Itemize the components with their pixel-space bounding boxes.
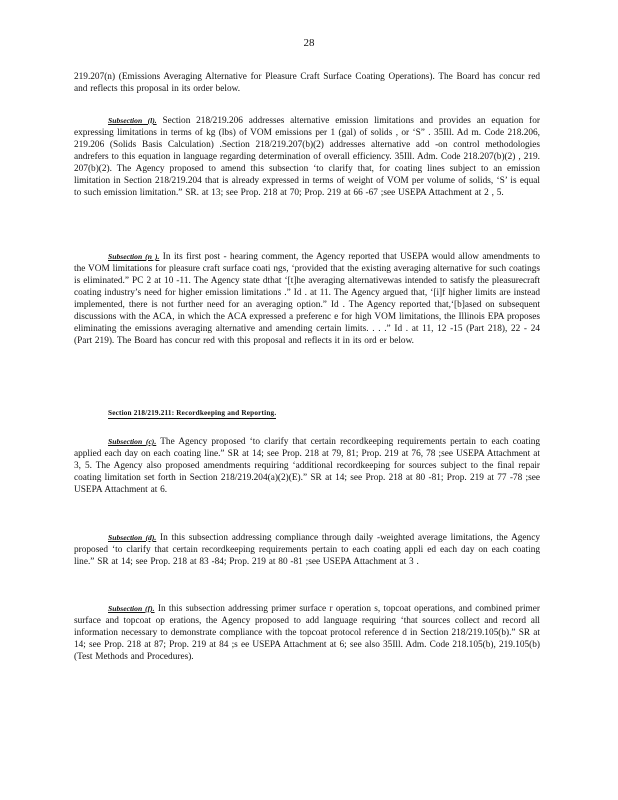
section-heading: Section 218/219.211: Recordkeeping and Reporting. bbox=[108, 409, 277, 417]
subsection-heading: Subsection (f). bbox=[108, 604, 155, 613]
paragraph-text: In its first post - hearing comment, the Agency reported that USEPA would allow amendments to the VOM limitations for pleasure craft surface coati ngs, ‘provided that the existing averaging alternative for such coatings is eliminated.” PC 2 at 10 -11. The Agency state dthat ‘[t]he averaging alternativewas intended to satisfy the pleasurecraft coating industry’s need for higher emission limitations .” Id . at 11. The Agency argued that, ‘[i]f higher limits are instead implemented, there is not further need for an averaging option.” Id . The Agency reported that,‘[b]ased on subsequent discussions with the ACA, in which the ACA expressed a preferenc e for high VOM limitations, the Illinois EPA proposes eliminating the emissions averaging alternative and amending certain limits. . . .” Id . at 11, 12 -15 (Part 218), 22 - 24 (Part 219). The Board has concur red with this proposal and reflects it in its ord er below. bbox=[74, 252, 541, 347]
subsection-heading: Subsection (n ). bbox=[108, 252, 160, 261]
subsection-heading: Subsection (c). bbox=[108, 437, 157, 446]
paragraph-intro bbox=[74, 71, 540, 95]
paragraph-subsection-l bbox=[74, 115, 540, 199]
subsection-heading: Subsection (l). bbox=[108, 116, 157, 125]
subsection-heading: Subsection (d). bbox=[108, 533, 157, 542]
paragraph-subsection-c bbox=[74, 436, 540, 496]
paragraph-text: 219.207(n) (Emissions Averaging Alternative for Pleasure Craft Surface Coating Operations). The Board has concur red and reflects this proposal in its order below. bbox=[74, 72, 540, 95]
paragraph-text: The Agency proposed ‘to clarify that certain recordkeeping requirements pertain to each coating applied each day on each coating line.” SR at 14; see Prop. 218 at 79, 81; Prop. 219 at 76, 78 ;see USEPA Attachment at 3, 5. The Agency also proposed amendments requiring ‘additional recordkeeping for sources subject to the final repair coating limitation set forth in Section 218/219.204(a)(2)(E).” SR at 14; see Prop. 218 at 80 -81; Prop. 219 at 77 -78 ;see USEPA Attachment at 6. bbox=[74, 437, 541, 496]
paragraph-text: In this subsection addressing compliance through daily -weighted average limitations, the Agency proposed ‘to clarify that certain recordkeeping requirements pertain to each coating appli ed each day on each coating line.” SR at 14; see Prop. 218 at 83 -84; Prop. 219 at 80 -81 ;see USEPA Attachment at 3 . bbox=[74, 533, 540, 568]
paragraph-text: In this subsection addressing primer surface r operation s, topcoat operations, and combined primer surface and topcoat op erations, the Agency proposed to add language requiring ‘that sources collect and record all information necessary to demonstrate compliance with the topcoat protocol reference d in Section 218/219.105(b).” SR at 14; see Prop. 218 at 87; Prop. 219 at 84 ;s ee USEPA Attachment at 6; see also 35Ill. Adm. Code 218.105(b), 219.105(b) (Test Methods and Procedures). bbox=[74, 604, 540, 663]
paragraph-subsection-n bbox=[74, 251, 540, 347]
paragraph-subsection-d bbox=[74, 532, 540, 568]
paragraph-text: Section 218/219.206 addresses alternative emission limitations and provides an equation for expressing limitations in terms of kg (lbs) of VOM emissions per 1 (gal) of solids , or ‘S” . 35Ill. Ad m. Code 218.206, 219.206 (Solids Basis Calculation) .Section 218/219.207(b)(2) addresses alternative add -on control methodologies andrefers to this equation in language regarding determination of overall efficiency. 35Ill. Adm. Code 218.207(b)(2) , 219. 207(b)(2). The Agency proposed to amend this subsection ‘to clarify that, for coating lines subject to an emission limitation in Section 218/219.204 that is already expressed in terms of weight of VOM per volume of solids, ‘S’ is equal to such emission limitation.” SR. at 13; see Prop. 218 at 70; Prop. 219 at 66 -67 ;see USEPA Attachment at 2 , 5. bbox=[74, 116, 540, 199]
page-number: 28 bbox=[303, 37, 315, 49]
paragraph-subsection-f bbox=[74, 603, 540, 663]
